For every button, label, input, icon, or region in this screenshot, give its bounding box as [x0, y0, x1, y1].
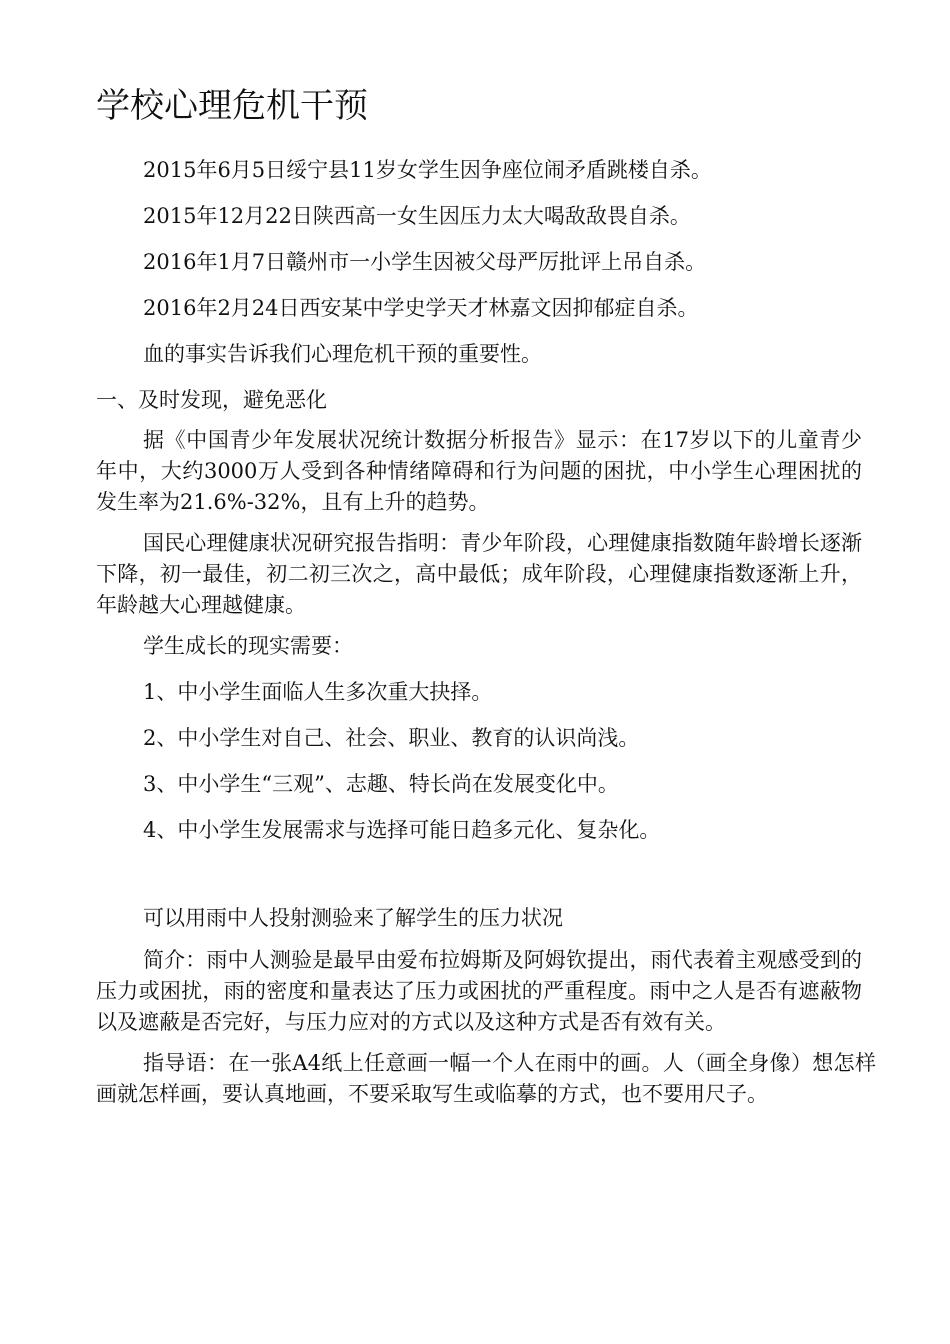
case-item-2: 2015年12月22日陕西高一女生因压力太大喝敌敌畏自杀。 — [143, 204, 691, 228]
need-item-3: 3、中小学生“三观”、志趣、特长尚在发展变化中。 — [143, 772, 619, 796]
need-item-4: 4、中小学生发展需求与选择可能日趋多元化、复杂化。 — [143, 818, 661, 842]
need-item-2: 2、中小学生对自己、社会、职业、教育的认识尚浅。 — [143, 726, 640, 750]
document-title: 学校心理危机干预 — [96, 86, 368, 126]
rain-test-intro: 可以用雨中人投射测验来了解学生的压力状况 — [143, 906, 563, 930]
national-report-paragraph: 国民心理健康状况研究报告指明：青少年阶段，心理健康指数随年龄增长逐渐下降，初一最佳，初二初三次之，高中最低；成年阶段，心理健康指数逐渐上升，年龄越大心理越健康。 — [96, 531, 862, 617]
rain-test-guide: 指导语：在一张A4纸上任意画一幅一个人在雨中的画。人（画全身像）想怎样画就怎样画，要认真地画，不要采取写生或临摹的方式，也不要用尺子。 — [96, 1051, 876, 1106]
rain-test-summary: 简介：雨中人测验是最早由爱布拉姆斯及阿姆钦提出，雨代表着主观感受到的压力或困扰，雨的密度和量表达了压力或困扰的严重程度。雨中之人是否有遮蔽物以及遮蔽是否完好，与压力应对的方式以及这种方式是否有效有关。 — [96, 948, 862, 1034]
need-item-1: 1、中小学生面临人生多次重大抉择。 — [143, 680, 493, 704]
section-heading: 一、及时发现，避免恶化 — [96, 388, 327, 412]
cases-conclusion: 血的事实告诉我们心理危机干预的重要性。 — [143, 342, 542, 366]
case-item-3: 2016年1月7日赣州市一小学生因被父母严厉批评上吊自杀。 — [143, 250, 707, 274]
report-paragraph: 据《中国青少年发展状况统计数据分析报告》显示：在17岁以下的儿童青少年中，大约3000万人受到各种情绪障碍和行为问题的困扰，中小学生心理困扰的发生率为21.6%-32%，且有上升的趋势。 — [96, 428, 862, 514]
case-item-1: 2015年6月5日绥宁县11岁女学生因争座位闹矛盾跳楼自杀。 — [143, 158, 712, 182]
case-item-4: 2016年2月24日西安某中学史学天才林嘉文因抑郁症自杀。 — [143, 296, 699, 320]
needs-heading: 学生成长的现实需要： — [143, 634, 353, 658]
